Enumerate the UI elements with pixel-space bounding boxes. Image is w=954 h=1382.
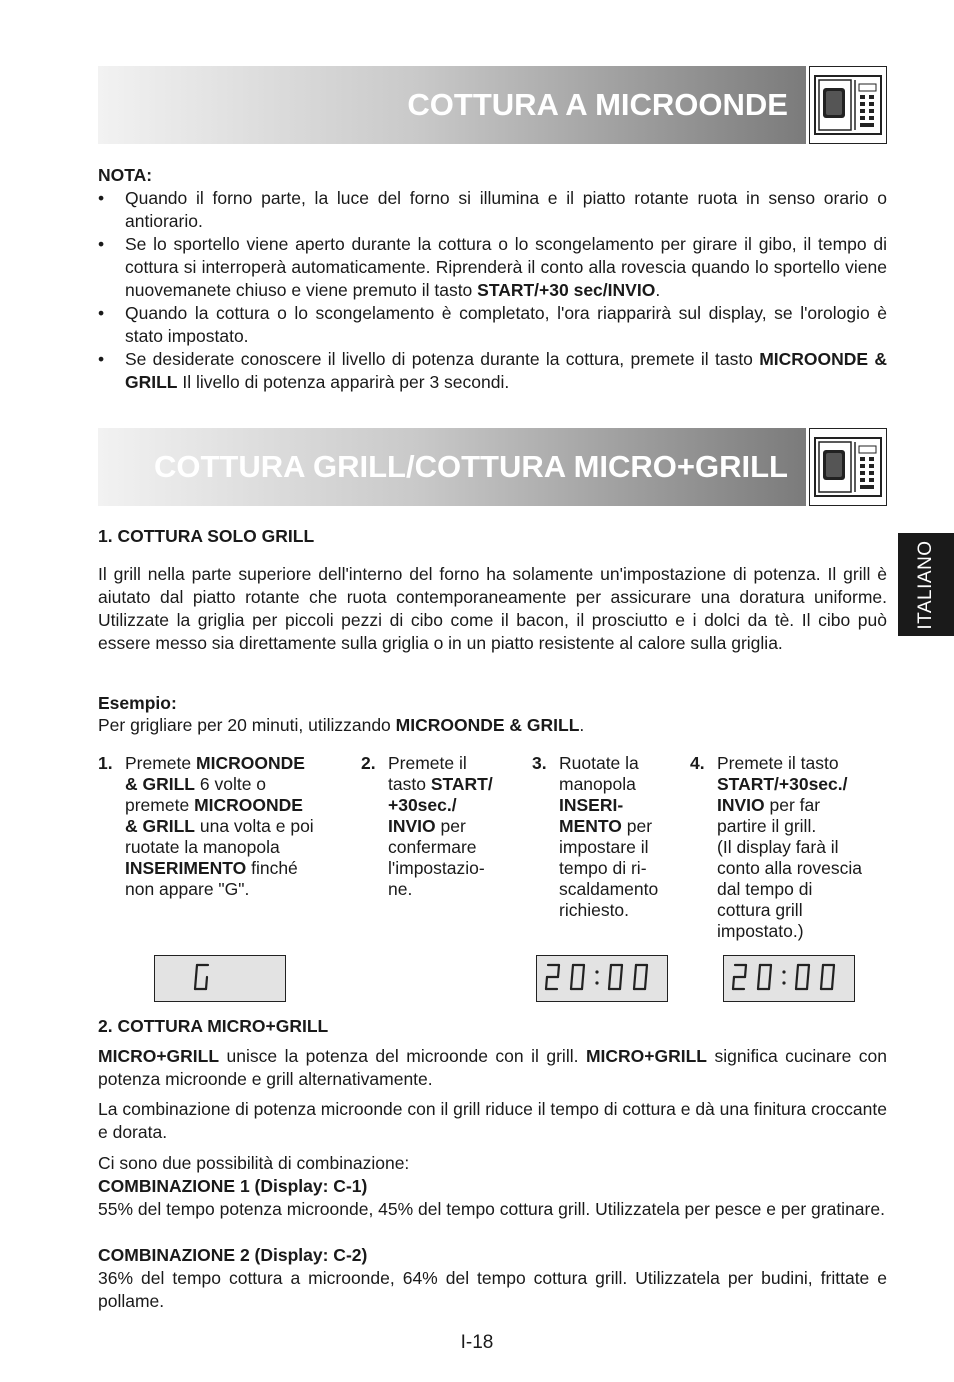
seven-segment-display [537,956,666,1000]
step-line [125,795,314,816]
step-text: finché [246,858,298,878]
display-segment [758,977,759,989]
display-segment [582,977,583,989]
step-line [717,837,862,858]
display-segment [821,977,822,989]
step-line [125,879,314,900]
bullet-text: Se lo sportello viene aperto durante la cottura o lo scongelamento per girare il gibo, il tempo di cottura si interroperà automaticamente. Riprenderà il conto alla rovescia quando lo sportello viene nuovemanete chiuso e viene premuto il tasto [125,234,887,300]
step-line [388,837,493,858]
display-segment [609,977,610,989]
page-number: I-18 [460,1332,494,1353]
step-line [388,753,493,774]
display-segment [196,965,197,977]
step-text: conto alla rovescia [717,858,862,878]
nota-list [98,187,887,394]
step-line [559,795,658,816]
example-text-part: Per grigliare per 20 minuti, utilizzando [98,715,396,735]
step-bold: INVIO [388,816,436,836]
step-body [388,753,493,900]
step-line [559,900,658,921]
step-line [717,774,862,795]
step-text: dal tempo di [717,879,813,899]
step-text: Premete [125,753,196,773]
step-text: impostato.) [717,921,804,941]
display-segment [769,977,770,989]
nota-bullet: • Se desiderate conoscere il livello di potenza durante la cottura, premete il tasto MICROONDE & GRILL Il livello di potenza apparirà per 3 secondi. [98,349,888,392]
step-bold: & GRILL [125,816,195,836]
display-segment [759,965,760,977]
display-colon [782,970,785,973]
section2-paragraph-1 [98,1045,887,1091]
banner-title: COTTURA A MICROONDE [407,87,788,122]
step-line [125,837,314,858]
section2-paragraph-2: La combinazione di potenza microonde con il grill riduce il tempo di cottura e dà una finitura croccante e dorata. [98,1099,887,1142]
step-number: 1. [98,753,113,773]
display-segment [797,965,798,977]
step-body [125,753,314,900]
step-text: tasto [388,774,431,794]
term-bold: MICRO+GRILL [98,1046,220,1066]
bullet-text: Il livello di potenza apparirà per 3 secondi. [177,372,510,392]
step-line [388,795,493,816]
display-colon [595,970,598,973]
display-segment [571,977,572,989]
display-segment [206,977,207,989]
step-text: per far [764,795,821,815]
step-line [388,774,493,795]
display-segment [646,965,647,977]
step-text: premete [125,795,195,815]
display-segment [832,977,833,989]
display-readout-g [154,955,286,1002]
combination-1-heading: COMBINAZIONE 1 (Display: C-1) [98,1176,368,1196]
bullet-text: . [655,280,661,300]
section2-paragraph-3: Ci sono due possibilità di combinazione: [98,1153,410,1173]
paragraph-text: significa cucinare con potenza microonde e grill alternativamente. [98,1046,887,1089]
language-tab-label: ITALIANO [915,539,936,630]
bullet-text: Quando il forno parte, la luce del forno si illumina e il piatto rotante ruota in senso orario o antiorario. [125,188,887,231]
step-text: Premete il tasto [717,753,839,773]
step-text: partire il grill. [717,816,817,836]
display-segment [833,965,834,977]
step-text: Premete il [388,753,467,773]
example-text-part: . [579,715,585,735]
step-text: manopola [559,774,636,794]
step-text: cottura grill [717,900,803,920]
display-segment [572,965,573,977]
combination-2-heading: COMBINAZIONE 2 (Display: C-2) [98,1245,368,1265]
language-tab [898,533,954,636]
step-line [125,858,314,879]
step-text: (Il display farà il [717,837,839,857]
section1-paragraph: Il grill nella parte superiore dell'interno del forno ha solamente un'impostazione di potenza. Il grill è aiutato dal piatto rotante che ruota contemporaneamente per assicurare una doratura uniforme. Utilizzate la griglia per piccoli pezzi di cibo come il bacon, il prosciutto e i dolci da tè. Il cibo può essere messo sia direttamente sulla griglia o in un piatto resistente al calore sulla griglia. [98,564,887,653]
step-line [125,774,314,795]
step-line [388,858,493,879]
step-line [125,753,314,774]
step-line [717,816,862,837]
step-text: confermare [388,837,477,857]
step-line [717,795,862,816]
combination-1-text: 55% del tempo potenza microonde, 45% del tempo cottura grill. Utilizzatela per pesce e per gratinare. [98,1199,885,1219]
display-segment [583,965,584,977]
paragraph-text: unisce la potenza del microonde con il grill. [219,1046,586,1066]
step-line [717,900,862,921]
step-line [388,879,493,900]
step-text: Ruotate la [559,753,639,773]
step-line [125,816,314,837]
display-segment [808,965,809,977]
step-bold: START/+30sec./ [717,774,848,794]
display-segment [770,965,771,977]
step-bold: MENTO [559,816,622,836]
display-segment [610,965,611,977]
display-segment [635,965,636,977]
example-text [98,714,887,737]
step-line [717,858,862,879]
display-segment [733,977,734,989]
step-text: l'impostazio- [388,858,485,878]
display-segment [634,977,635,989]
seven-segment-display [724,956,853,1000]
display-segment [745,965,746,977]
seven-segment-display [155,956,284,1000]
step-text: 6 volte o [195,774,267,794]
combination-2-text: 36% del tempo cottura a microonde, 64% del tempo cottura grill. Utilizzatela per budini, frittate e pollame. [98,1268,887,1311]
step-line [717,879,862,900]
step-text: tempo di ri- [559,858,647,878]
display-segment [558,965,559,977]
step-text: una volta e poi [195,816,314,836]
nota-bullet: • Se lo sportello viene aperto durante la cottura o lo scongelamento per girare il gibo, il tempo di cottura si interroperà automaticamente. Riprenderà il conto alla rovescia quando lo sportello viene nuovemanete chiuso e viene premuto il tasto START/+30 sec/INVIO. [98,234,887,300]
step-text: scaldamento [559,879,659,899]
display-readout-time [723,955,855,1002]
microwave-icon [809,428,887,506]
display-colon [782,981,785,984]
step-number: 4. [690,753,705,773]
step-number: 2. [361,753,376,773]
example-heading: Esempio: [98,693,177,713]
microwave-icon [809,66,887,144]
step-line [559,816,658,837]
section2-heading: 2. COTTURA MICRO+GRILL [98,1016,329,1036]
section1-heading: 1. COTTURA SOLO GRILL [98,526,315,546]
step-bold: INVIO [717,795,765,815]
step-line [388,816,493,837]
step-text: richiesto. [559,900,630,920]
step-text: impostare il [559,837,649,857]
display-segment [796,977,797,989]
bullet-text: Quando la cottura o lo scongelamento è completato, l'ora riapparirà sul display, se l'orologio è stato impostato. [125,303,887,346]
step-text: per [435,816,466,836]
display-colon [595,981,598,984]
step-body [559,753,658,921]
nota-bullet: • Quando il forno parte, la luce del forno si illumina e il piatto rotante ruota in senso orario o antiorario. [98,188,887,231]
display-segment [621,965,622,977]
step-bold: INSERI- [559,795,624,815]
example-bold: MICROONDE & GRILL [395,715,580,735]
step-bold: START/ [430,774,493,794]
step-text: non appare "G". [125,879,250,899]
banner-title: COTTURA GRILL/COTTURA MICRO+GRILL [153,449,788,484]
step-bold: MICROONDE [196,753,305,773]
step-bold: INSERIMENTO [125,858,247,878]
step-number: 3. [532,753,547,773]
step-line [559,858,658,879]
bullet-bold: MICROONDE & GRILL [125,349,888,392]
step-text: ruotate la manopola [125,837,280,857]
step-bold: +30sec./ [388,795,457,815]
step-body [717,753,862,942]
step-line [717,753,862,774]
display-segment [807,977,808,989]
step-text: ne. [388,879,413,899]
step-line [717,921,862,942]
step-bold: & GRILL [125,774,195,794]
step-text: per [621,816,653,836]
display-segment [546,977,547,989]
step-line [559,753,658,774]
bullet-bold: START/+30 sec/INVIO [477,280,656,300]
display-segment [195,977,196,989]
bullet-text: Se desiderate conoscere il livello di potenza durante la cottura, premete il tasto [125,349,760,369]
display-segment [645,977,646,989]
display-segment [822,965,823,977]
step-line [559,774,658,795]
nota-heading: NOTA: [98,165,153,185]
section-banner-grill [98,428,806,506]
step-bold: MICROONDE [194,795,303,815]
display-segment [620,977,621,989]
nota-bullet: • Quando la cottura o lo scongelamento è completato, l'ora riapparirà sul display, se l'orologio è stato impostato. [98,303,887,346]
display-readout-time [536,955,668,1002]
step-line [559,879,658,900]
term-bold: MICRO+GRILL [585,1046,707,1066]
section-banner-microwave [98,66,806,144]
step-line [559,837,658,858]
